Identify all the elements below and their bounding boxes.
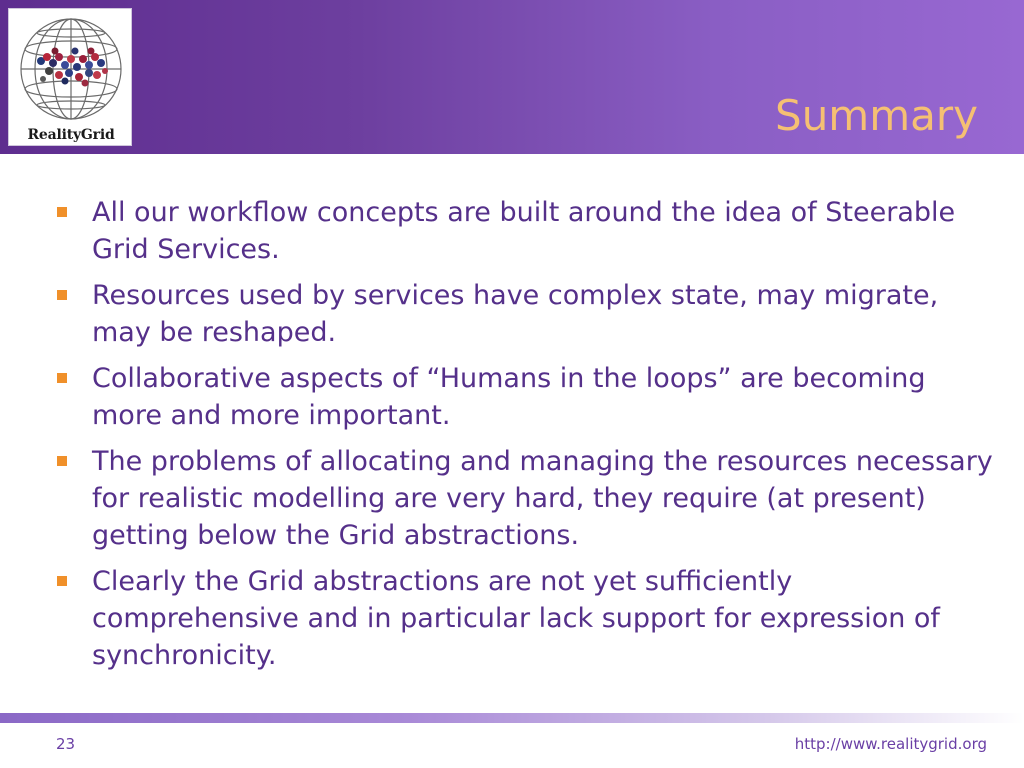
bullet-text: Resources used by services have complex state, may migrate, may be reshaped.	[92, 280, 939, 348]
bullet-item	[54, 194, 1004, 268]
square-bullet-icon	[57, 456, 67, 466]
bullet-text: The problems of allocating and managing the resources necessary for realistic modelling are very hard, they require (at present) getting below the Grid abstractions.	[92, 446, 993, 551]
globe-molecule-icon	[15, 13, 127, 125]
square-bullet-icon	[57, 290, 67, 300]
bullet-item	[54, 360, 1004, 434]
bullet-text: All our workflow concepts are built around the idea of Steerable Grid Services.	[92, 197, 956, 265]
bullet-item	[54, 563, 1004, 674]
square-bullet-icon	[57, 207, 67, 217]
bullet-item	[54, 277, 1004, 351]
logo-text: RealityGrid	[27, 127, 115, 143]
footer-url[interactable]: http://www.realitygrid.org	[794, 735, 987, 753]
bullet-text: Clearly the Grid abstractions are not yet sufficiently comprehensive and in particular lack support for expression of synchronicity.	[92, 566, 940, 671]
bullet-list	[54, 194, 1004, 683]
realitygrid-logo	[8, 8, 132, 146]
bullet-text: Collaborative aspects of “Humans in the loops” are becoming more and more important.	[92, 363, 926, 431]
bullet-item	[54, 443, 1004, 554]
footer-divider	[0, 713, 1024, 723]
square-bullet-icon	[57, 373, 67, 383]
page-number: 23	[56, 735, 76, 753]
slide-title: Summary	[775, 91, 978, 140]
square-bullet-icon	[57, 576, 67, 586]
